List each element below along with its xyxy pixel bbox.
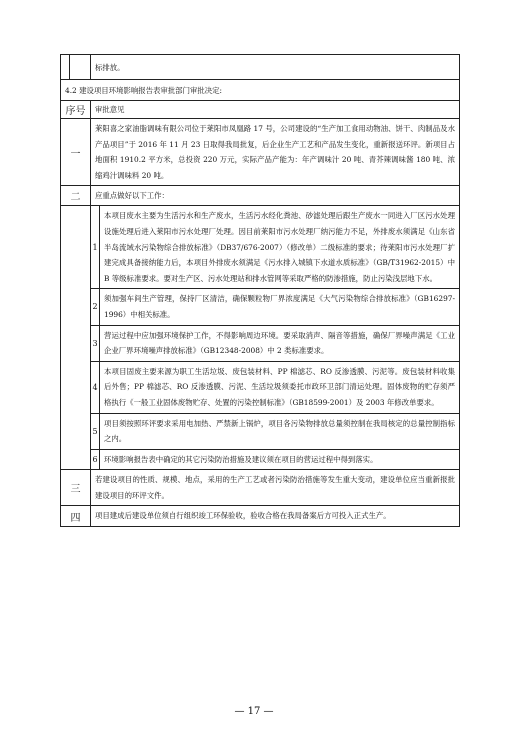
table-row: [61, 55, 459, 79]
item-number: 四: [61, 506, 91, 526]
item-text: 项目建成后建设单位须自行组织竣工环保验收，验收合格在我局备案后方可投入正式生产。: [95, 511, 391, 521]
subitem-text: 项目须按照环评要求采用电加热、严禁新上锅炉，项目各污染物排放总量须控制在我局核定的总量控制指标之内。: [104, 418, 455, 444]
page-number: — 17 —: [234, 706, 274, 717]
subitem-number: 3: [91, 326, 100, 361]
blank-cell: [70, 55, 91, 79]
subitem-text: 本项目废水主要为生活污水和生产废水，生活污水经化粪池、砂滤处理后跟生产废水一同进入厂区污水处理设施处理后进入莱阳市污水处理厂处理。因目前莱阳市污水处理厂纳污能力不足，外排废水须满足《山东省半岛流域水污染物综合排放标准》（DB37/676-2007）（修改单）二级标准的要求；待莱阳市污水处理厂扩建完成具备接纳能力后，本项目外排废水须满足《污水排入城镇下水道水质标准》（GB/T31962-2015）中 B 等级标准要求。要对生产区、污水处理站和排水管网等采取严格的防渗措施，防止污染浅层地下水。: [104, 211, 455, 283]
table-row: [61, 505, 459, 526]
list-item: [91, 361, 459, 413]
subitem-text: 须加强车间生产管理，保持厂区清洁，确保颗粒物厂界浓度满足《大气污染物综合排放标准》（GB16297-1996）中相关标准。: [104, 294, 455, 319]
list-item: [91, 325, 459, 361]
list-item: [91, 449, 459, 470]
section-title: 4.2 建设项目环境影响报告表审批部门审批决定:: [65, 85, 223, 95]
item-number: 一: [61, 119, 91, 185]
approval-table: [60, 54, 460, 527]
item-text: 若建设项目的性质、规模、地点，采用的生产工艺或者污染防治措施等发生重大变动，建设单位应当重新报批建设项目的环评文件。: [95, 475, 455, 500]
header-opinion: 审批意见: [95, 105, 125, 114]
item-number: 三: [61, 470, 91, 505]
list-item: [91, 413, 459, 449]
top-fragment: 标排放。: [95, 62, 125, 72]
subitems-block: [61, 205, 459, 469]
subitem-text: 环境影响报告表中确定的其它污染防治措施及建议须在项目的营运过程中得到落实。: [104, 454, 378, 464]
subitem-text: 本项目固废主要来源为职工生活垃圾、废包装材料、PP 棉滤芯、RO 反渗透膜、污泥等。废包装材料收集后外售；PP 棉滤芯、RO 反渗透膜、污泥、生活垃圾须委托市政环卫部门清运处理。固体废物的贮存须严格执行《一般工业固体废物贮存、处置的污染控制标准》（GB18599-2001）及 2003 年修改单要求。: [104, 366, 455, 407]
table-row: [61, 469, 459, 505]
header-seq: 序号: [61, 101, 91, 118]
subitems-list: [91, 206, 459, 469]
table-row: [61, 118, 459, 185]
subitem-number: 5: [91, 414, 100, 449]
item-number: 二: [61, 186, 91, 205]
item-text: 应重点做好以下工作：: [95, 191, 169, 201]
subitem-number: 6: [91, 450, 100, 470]
subitem-text: 营运过程中应加强环境保护工作，不得影响周边环境。要采取消声、隔音等措施，确保厂界噪声满足《工业企业厂界环境噪声排放标准》（GB12348-2008）中 2 类标准要求。: [104, 330, 455, 356]
subitem-number: 1: [91, 206, 100, 288]
table-row: [61, 185, 459, 205]
section-title-row: [61, 79, 459, 100]
subitem-number: 2: [91, 289, 100, 324]
item-text: 莱阳喜之家油脂调味有限公司位于莱阳市凤凰路 17 号，公司建设的“生产加工食用动物油、饼干、肉制品及水产品项目”于 2016 年 11 月 23 日取得我局批复，后企业生产工艺和产品发生变化，重新报送环评。新项目占地面积 1910.2 平方米，总投资 220 万元，实际产品产能为：年产调味汁 20 吨、青芥辣调味酱 180 吨、浓缩鸡汁调味料 20 吨。: [95, 124, 455, 180]
list-item: [91, 206, 459, 288]
blank-cell: [61, 206, 91, 469]
subitem-number: 4: [91, 362, 100, 413]
list-item: [91, 288, 459, 324]
header-row: [61, 100, 459, 118]
blank-cell: [61, 55, 70, 79]
